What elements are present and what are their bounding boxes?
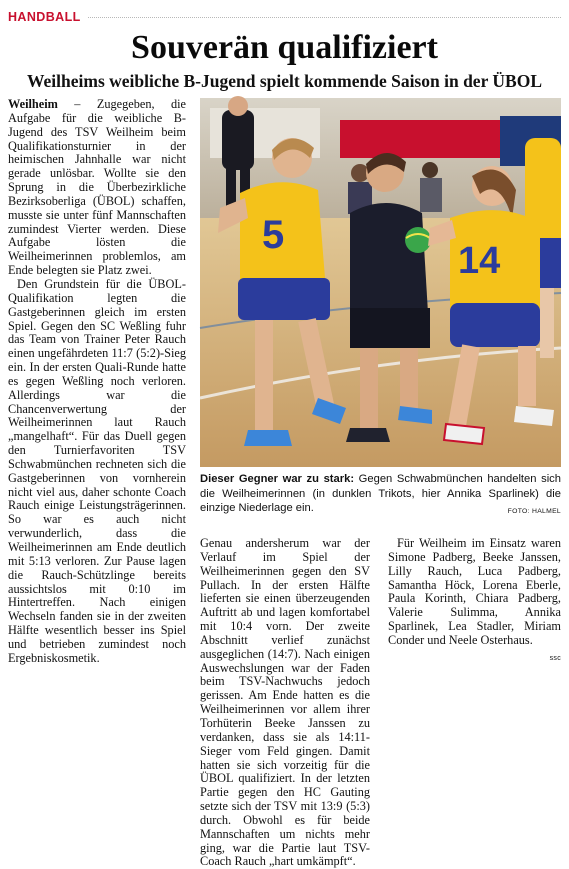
paragraph-4: Für Weilheim im Einsatz waren Simone Padberg, Beeke Janssen, Lilly Rauch, Luca Padberg, Samantha Höck, Lorena Eberle, Paula Korinth, Chiara Padberg, Valerie Sulimma, Annika Sparlinek, Lea Stadler, Miriam Conder und Neele Osterhaus. [388,536,561,647]
paragraph-3: Genau andersherum war der Verlauf im Spiel der Weilheimerinnen gegen den SV Pullach. In der ersten Hälfte lieferten sie einen überzeugenden Auftritt ab und lagen komfortabel mit 10:4 vorn. Der zweite Abschnitt verlief zunächst ausgeglichen (14:7). Nach einigen Auswechslungen war der Faden beim TSV-Nachwuchs jedoch gerissen. Am Ende hatten es die Weilheimerinnen vor allem ihrer Torhüterin Beeke Janssen zu verdanken, dass sie als 14:11-Sieger vom Feld gingen. Damit hatten sie sich vorzeitig für die ÜBOL qualifiziert. In der letzten Partie gegen den HC Gauting setzte sich der TSV mit 13:9 (5:3) durch. Obwohl es für beide Mannschaften um nichts mehr ging, war die Partie laut TSV-Coach Rauch „hart umkämpft“. [200,536,370,869]
subheadline: Weilheims weibliche B-Jugend spielt kommende Saison in der ÜBOL [26,71,542,91]
paragraph-2: Den Grundstein für die ÜBOL-Qualifikation legten die Gastgeberinnen gleich im ersten Spiel. Gegen den SC Weßling fuhr das Team von Trainer Peter Rauch einen ungefährdeten 11:7 (5:2)-Sieg ein. In der ersten Quali-Runde hatte es gegen Weßling noch verloren. Allerdings war die Chancenverwertung der Weilheimerinnen laut Rauch „mangelhaft“. Für das Duell gegen den Turnierfavoriten TSV Schwabmünchen rechneten sich die Gastgeberinnen von vornherein nicht viel aus, daher schonte Coach Rauch einige Leistungsträgerinnen. So war es auch nicht verwunderlich, dass die Weilheimerinnen am Ende deutlich mit 5:13 verloren. Zur Pause lagen die Rauch-Schützlinge bereits aussichtslos mit 0:10 im Hintertreffen. Nach einigen Wechseln fanden sie in der zweiten Hälfte wesentlich besser ins Spiel und betrieben zumindest noch Ergebniskosmetik. [8,276,186,665]
dateline: Weilheim [8,97,58,111]
section-label: HANDBALL [8,8,87,26]
headline: Souverän qualifiziert [131,29,438,66]
paragraph-1 [8,98,186,278]
article-column-1 [8,98,186,666]
paragraph-1-text: – Zugegeben, die Aufgabe für die weibliche B-Jugend des TSV Weilheim beim Qualifikationsturnier in der heimischen Jahnhalle war nicht gerade unlösbar. Wollte sie den Sprung in die Überbezirkliche Bezirksoberliga (ÜBOL) schaffen, musste sie unter fünf Mannschaften zumindest Vierter werden. Diese Aufgabe lösten die Weilheimerinnen problemlos, am Ende belegten sie Platz zwei. [8,97,186,278]
jersey-number: 5 [262,213,285,257]
caption-text: Gegen Schwabmünchen handelten sich die Weilheimerinnen (in dunklen Trikots, hier Annika Sparlinek) die einzige Niederlage ein. [200,473,561,514]
photo-credit: FOTO: HALMEL [507,508,561,515]
author-signature: ssc [549,654,561,662]
photo-illustration [200,98,561,467]
photo-caption [200,472,561,520]
section-divider [8,17,561,18]
svg-text:14: 14 [458,240,501,282]
section-header [0,8,569,26]
caption-lead: Dieser Gegner war zu stark: [200,473,355,485]
article-column-2 [200,537,370,869]
article-column-3 [388,537,561,666]
handball-photo [200,98,561,467]
